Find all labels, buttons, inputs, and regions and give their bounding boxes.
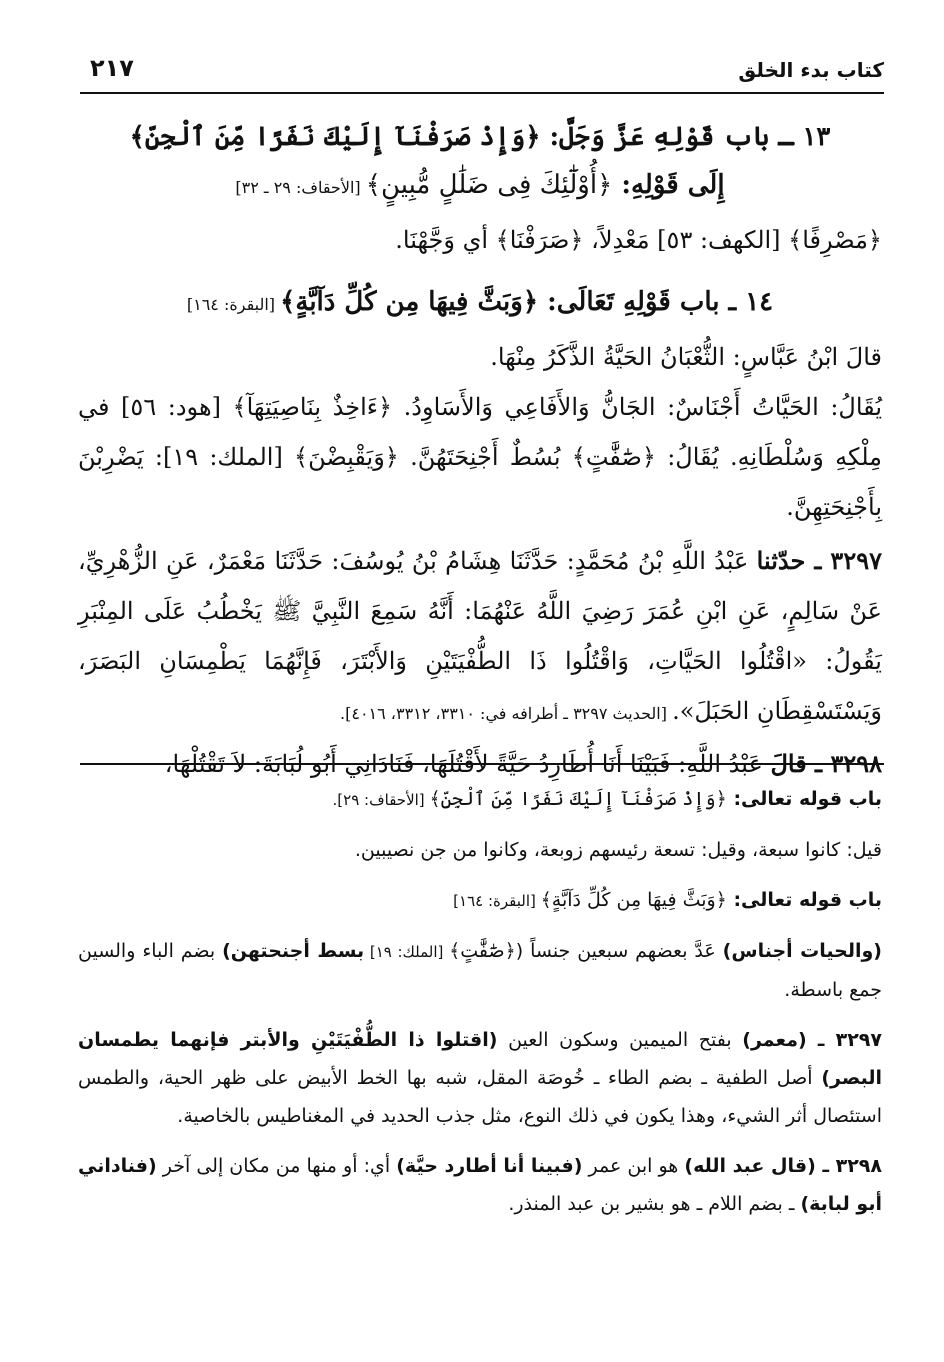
commentary-text: بضم الباء والسين جمع باسطة. [78, 940, 882, 1001]
page-number: ٢١٧ [90, 54, 134, 82]
chapter-13-heading [78, 110, 882, 164]
commentary-text: هو ابن عمر [582, 1155, 685, 1177]
ibn-abbas-quote: قالَ ابْنُ عَبَّاسٍ: الثُّعْبَانُ الحَيَّةُ الذَّكَرُ مِنْهَا. [490, 343, 882, 371]
footnote-divider [80, 763, 884, 765]
commentary-lemma: (فناداني أبو لبابة) [78, 1155, 882, 1215]
commentary-lemma: ٣٢٩٨ ـ (قال عبد الله) [684, 1155, 882, 1177]
ayah-text: ﴿وَبَثَّ فِيهَا مِن كُلِّ دَآبَّةٍ﴾ [540, 889, 727, 911]
commentary-section [78, 780, 882, 1235]
chapter-14-heading [78, 275, 882, 332]
book-section-title: كتاب بدء الخلق [738, 58, 884, 82]
commentary-label: باب قوله تعالى: [726, 788, 882, 810]
commentary-lemma: ٣٢٩٧ ـ (معمر) [742, 1029, 882, 1051]
ayah-reference: [البقرة: ١٦٤] [186, 295, 281, 314]
main-text [78, 110, 882, 789]
hadith-text: عَبْدُ اللَّهِ بْنُ مُحَمَّدٍ: حَدَّثَنَا هِشَامُ بْنُ يُوسُفَ: حَدَّثَنَا مَعْمَرٌ، عَنِ الزُّهْرِيِّ، عَنْ سَالِمٍ، عَنِ ابْنِ عُمَرَ رَضِيَ اللَّهُ عَنْهُمَا: أَنَّهُ سَمِعَ النَّبِيَّ ﷺ يَخْطُبُ عَلَى المِنْبَرِ يَقُولُ: «اقْتُلُوا الحَيَّاتِ، وَاقْتُلُوا ذَا الطُّفْيَتَيْنِ وَالأَبْتَرَ، فَإِنَّهُمَا يَطْمِسَانِ البَصَرَ، وَيَسْتَسْقِطَانِ الحَبَلَ». [78, 547, 882, 725]
yuqal-paragraph: يُقَالُ: الحَيَّاتُ أَجْنَاسٌ: الجَانُّ وَالأَفَاعِي وَالأَسَاوِدُ. ﴿ءَاخِذٌ بِنَاصِيَتِهَآ﴾ [هود: ٥٦] في مِلْكِهِ وَسُلْطَانِهِ. يُقَالُ: ﴿صَٰٓفَّٰتٍ﴾ بُسُطٌ أَجْنِحَتَهُنَّ. ﴿وَيَقْبِضْنَ﴾ [الملك: ١٩]: يَضْرِبْنَ بِأَجْنِحَتِهِنَّ. [78, 393, 883, 521]
commentary-lemma: (اقتلوا ذا الطُّفْيَتَيْنِ والأبتر فإنهما يطمسان البصر) [78, 1029, 882, 1089]
chapter-13-gloss: ﴿مَصْرِفًا﴾ [الكهف: ٥٣] مَعْدِلاً، ﴿صَرَفْنَا﴾ أي وَجَّهْنَا. [395, 226, 882, 254]
commentary-text: أي: أو منها من مكان إلى آخر [156, 1155, 397, 1177]
commentary-text: أصل الطفية ـ بضم الطاء ـ خُوصَة المقل، شبه بها الخط الأبيض على ظهر الحية، والطمس استئصال أثر الشيء، وهذا يكون في ذلك النوع، مثل جذب الحديد في المغناطيس بالخاصية. [78, 1067, 882, 1127]
commentary-jinn-number: قيل: كانوا سبعة، وقيل: تسعة رئيسهم زوبعة، وكانوا من جن نصيبين. [354, 839, 882, 861]
commentary-hadith-3297 [78, 1021, 882, 1135]
ayah-reference: [الأحقاف: ٢٩ ـ ٣٢] [235, 178, 366, 197]
chapter-14-title: ١٤ ـ باب قَوْلِهِ تَعَالَى: ﴿وَبَثَّ فِيهَا مِن كُلِّ دَآبَّةٍ﴾ [280, 287, 774, 317]
commentary-snakes [78, 932, 882, 1009]
hadith-number: ٣٢٩٨ ـ قالَ [770, 749, 882, 778]
ayah-reference: [البقرة: ١٦٤] [453, 892, 541, 910]
commentary-chapter-13 [78, 780, 882, 819]
ayah-reference: [الملك: ١٩] [364, 943, 450, 961]
hadith-3297 [78, 536, 882, 739]
chapter-13-label: إِلَى قَوْلِهِ: [612, 170, 725, 200]
ayah-text: ﴿أُوْلَٰٓئِكَ فِى ضَلَٰلٍ مُّبِينٍ﴾ [365, 170, 613, 200]
commentary-chapter-14 [78, 881, 882, 920]
commentary-text: عَدَّ بعضهم سبعين جنساً ( [515, 940, 723, 962]
hadith-number: ٣٢٩٧ ـ حدّثنا [756, 546, 882, 575]
ayah-text: ﴿صَٰٓفَّٰتٍ﴾ [449, 940, 516, 962]
chapter-13-title: ١٣ ـ باب قَوْلِهِ عَزَّ وَجَلَّ: ﴿وَإِذْ صَرَفْنَآ إِلَيْكَ نَفَرًا مِّنَ ٱلْجِنِّ﴾ [129, 122, 831, 152]
hadith-reference: [الحديث ٣٢٩٧ ـ أطرافه في: ٣٣١٠، ٣٣١٢، ٤٠١٦]. [340, 704, 673, 723]
commentary-lemma: (فبينا أنا أطارد حيَّة) [396, 1155, 583, 1177]
commentary-label: باب قوله تعالى: [726, 889, 882, 911]
commentary-lemma: بسط أجنحتهن) [222, 940, 365, 962]
page-header [80, 52, 884, 94]
chapter-13-heading-continued [78, 158, 882, 215]
ayah-reference: [الأحقاف: ٢٩]. [332, 791, 430, 809]
commentary-text: ـ بضم اللام ـ هو بشير بن عبد المنذر. [508, 1193, 801, 1215]
ayah-text: ﴿وَإِذْ صَرَفْنَآ إِلَيْكَ نَفَرًا مِّنَ ٱلْجِنِّ﴾ [429, 788, 727, 810]
commentary-hadith-3298 [78, 1147, 882, 1223]
hadith-text: عَبْدُ اللَّهِ: فَبَيْنَا أَنَا أُطَارِدُ حَيَّةً لأَقْتُلَهَا، فَنَادَانِي أَبُو لُبَابَةَ: لاَ تَقْتُلْهَا، [164, 750, 771, 778]
commentary-lemma: (والحيات أجناس) [722, 940, 882, 962]
commentary-text: بفتح الميمين وسكون العين [497, 1029, 743, 1051]
